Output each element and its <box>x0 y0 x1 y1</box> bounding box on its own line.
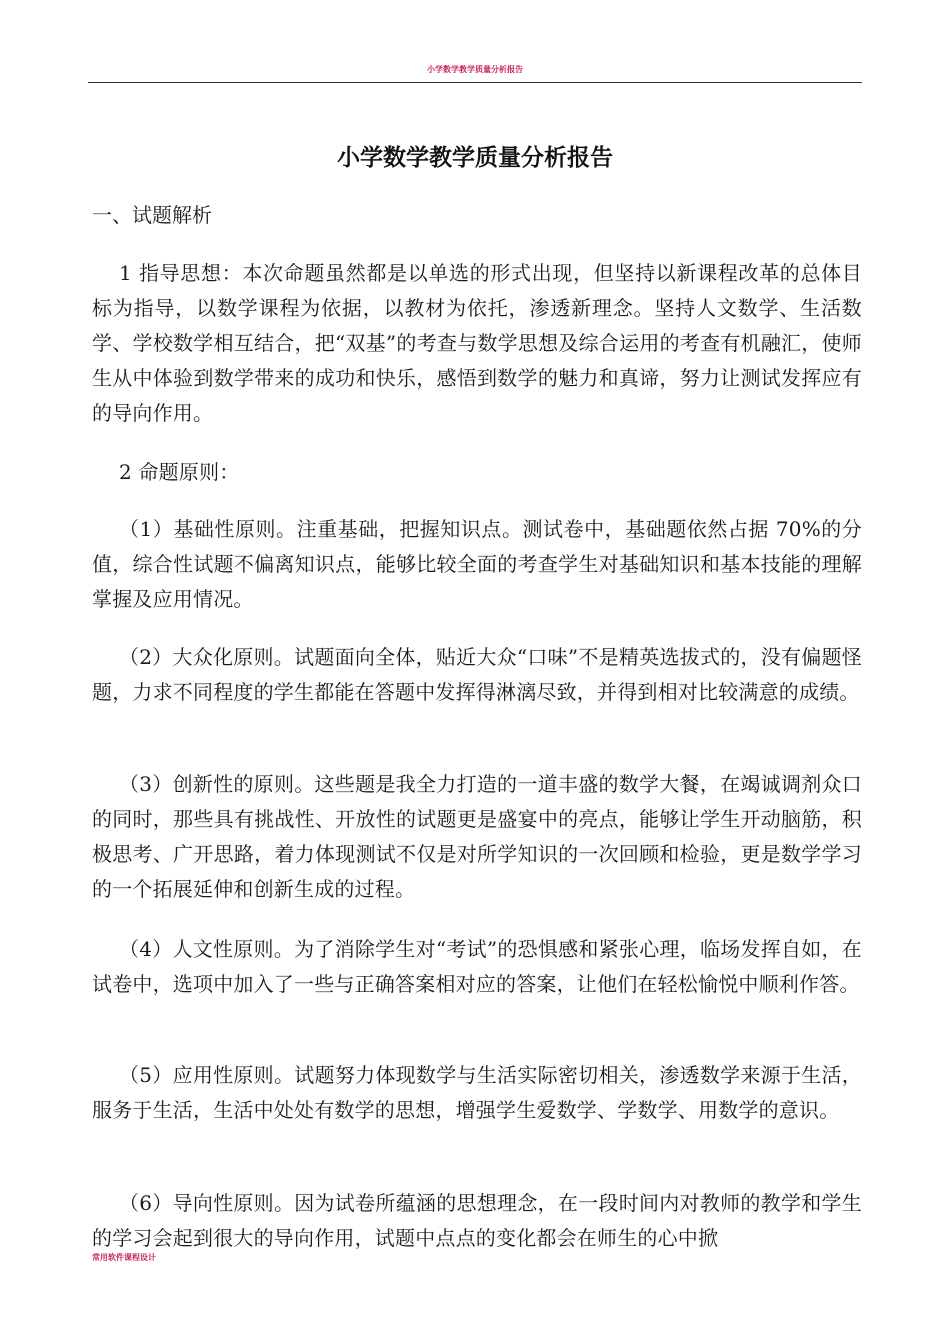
page-footer: 常用软件课程设计 <box>92 1253 156 1262</box>
section-heading-test-analysis: 一、试题解析 <box>92 203 212 227</box>
paragraph-guiding-idea: 1 指导思想：本次命题虽然都是以单选的形式出现，但坚持以新课程改革的总体目标为指导，以数学课程为依据，以教材为依托，渗透新理念。坚持人文数学、生活数学、学校数学相互结合，把“双基”的考查与数学思想及综合运用的考查有机融汇，使师生从中体验到数学带来的成功和快乐，感悟到数学的魅力和真谛，努力让测试发挥应有的导向作用。 <box>92 261 862 425</box>
document-title: 小学数学教学质量分析报告 <box>337 144 613 171</box>
paragraph-humanistic-principle: （4）人文性原则。为了消除学生对“考试”的恐惧感和紧张心理，临场发挥自如，在试卷中，选项中加入了一些与正确答案相对应的答案，让他们在轻松愉悦中顺利作答。 <box>92 937 862 996</box>
paragraph-innovation-principle: （3）创新性的原则。这些题是我全力打造的一道丰盛的数学大餐，在竭诚调剂众口的同时，那些具有挑战性、开放性的试题更是盛宴中的亮点，能够让学生开动脑筋，积极思考、广开思路，着力体现测试不仅是对所学知识的一次回顾和检验，更是数学学习的一个拓展延伸和创新生成的过程。 <box>92 772 862 901</box>
paragraph-principles-heading: 2 命题原则： <box>119 460 240 484</box>
paragraph-popular-principle: （2）大众化原则。试题面向全体，贴近大众“口味”不是精英选拔式的，没有偏题怪题，力求不同程度的学生都能在答题中发挥得淋漓尽致，并得到相对比较满意的成绩。 <box>92 645 862 704</box>
paragraph-guidance-principle: （6）导向性原则。因为试卷所蕴涵的思想理念，在一段时间内对教师的教学和学生的学习会起到很大的导向作用，试题中点点的变化都会在师生的心中掀 <box>92 1191 862 1250</box>
paragraph-application-principle: （5）应用性原则。试题努力体现数学与生活实际密切相关，渗透数学来源于生活，服务于生活，生活中处处有数学的思想，增强学生爱数学、学数学、用数学的意识。 <box>92 1063 862 1122</box>
page-header <box>88 64 862 83</box>
running-title: 小学数学教学质量分析报告 <box>427 65 523 74</box>
paragraph-basic-principle: （1）基础性原则。注重基础，把握知识点。测试卷中，基础题依然占据 70%的分值，综合性试题不偏离知识点，能够比较全面的考查学生对基础知识和基本技能的理解掌握及应用情况。 <box>92 517 862 611</box>
